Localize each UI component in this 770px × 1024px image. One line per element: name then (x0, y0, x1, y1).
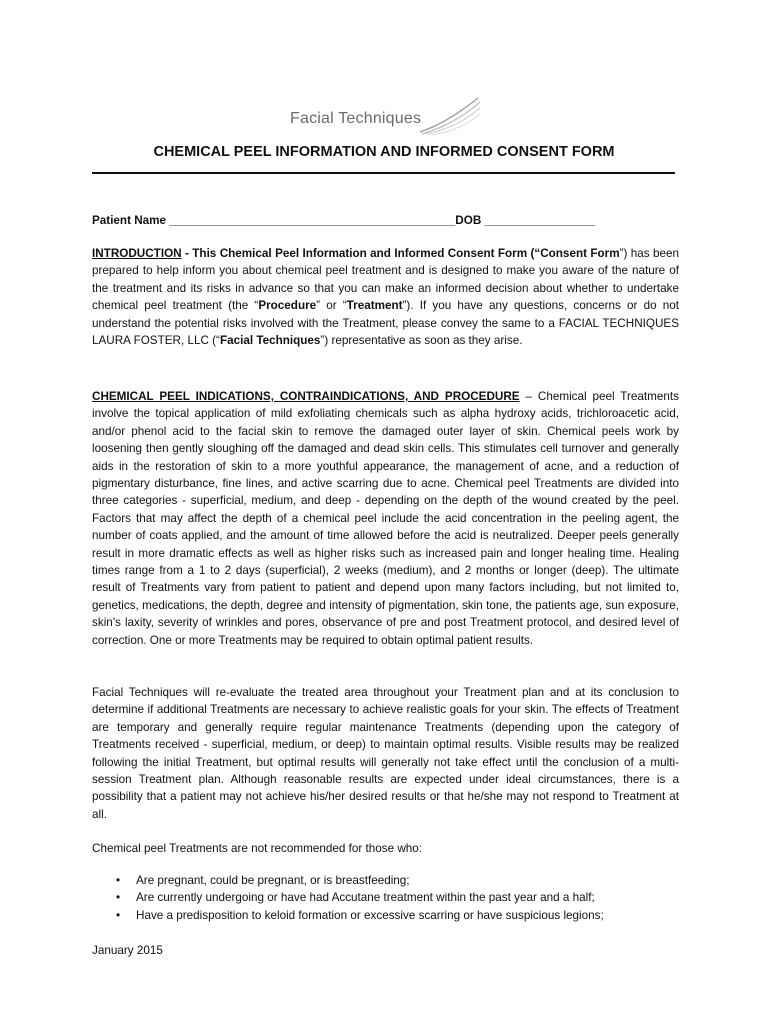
indications-heading: CHEMICAL PEEL INDICATIONS, CONTRAINDICATIONS, AND PROCEDURE (92, 390, 520, 403)
patient-name-dob-field[interactable]: Patient Name ____________________________________________DOB _________________ (92, 214, 596, 227)
facial-techniques-logo (290, 96, 490, 140)
list-item: • Are pregnant, could be pregnant, or is breastfeeding; (92, 872, 679, 889)
list-item: • Are currently undergoing or have had Accutane treatment within the past year and a half; (92, 889, 679, 906)
reevaluation-paragraph: Facial Techniques will re-evaluate the treated area throughout your Treatment plan and at its conclusion to determine if additional Treatments are necessary to achieve realistic goals for your skin. The effects of Treatment are temporary and generally require regular maintenance Treatments (depending upon the category of Treatments received - superficial, medium, or deep) to maintain optimal results. Visible results may be realized following the initial Treatment, but optimal results will generally not take effect until the conclusion of a multi-session Treatment plan. Although reasonable results are expected under ideal circumstances, there is a possibility that a patient may not achieve his/her desired results or that he/she may not respond to Treatment at all. (92, 686, 679, 821)
title-divider (92, 172, 675, 174)
bullet-icon: • (116, 908, 121, 922)
not-recommended-intro: Chemical peel Treatments are not recommended for those who: (92, 842, 423, 855)
logo-text: Facial Techniques (290, 110, 422, 127)
form-title: CHEMICAL PEEL INFORMATION AND INFORMED CONSENT FORM (153, 144, 615, 160)
contraindications-list (92, 872, 679, 924)
swoosh-icon (418, 96, 482, 136)
bullet-icon: • (116, 891, 121, 905)
indications-paragraph: CHEMICAL PEEL INDICATIONS, CONTRAINDICATIONS, AND PROCEDURE – Chemical peel Treatments involve the topical application of mild exfoliating chemicals such as alpha hydroxy acids, trichloroacetic acid, and/or phenol acid to the facial skin to remove the damaged outer layer of skin. Chemical peels work by loosening then gently sloughing off the damaged and dead skin cells. This stimulates cell turnover and generally aids in the restoration of skin to a more youthful appearance, the management of acne, and a reduction of pigmentary disturbance, fine lines, and active scarring due to acne. Chemical peel Treatments are divided into three categories - superficial, medium, and deep - depending on the depth of the wound created by the peel. Factors that may affect the depth of a chemical peel include the acid concentration in the peeling agent, the number of coats applied, and the amount of time allowed before the acid is neutralized. Deeper peels generally result in more dramatic effects as well as higher risks such as increased pain and longer healing time. Healing times range from a 1 to 2 days (superficial), 2 weeks (medium), and 2 months or longer (deep). The ultimate result of Treatments vary from patient to patient and depend upon many factors including, but not limited to, genetics, medications, the depth, degree and intensity of pigmentation, skin tone, the patients age, sun exposure, skin’s laxity, severity of wrinkles and pores, observance of pre and post Treatment protocol, and desired level of correction. One or more Treatments may be required to obtain optimal patient results. (92, 390, 679, 647)
introduction-paragraph: INTRODUCTION - This Chemical Peel Information and Informed Consent Form (“Consent Form”) has been prepared to help inform you about chemical peel treatment and is designed to make you aware of the nature of the treatment and its risks in advance so that you can make an informed decision about whether to undertake chemical peel treatment (the “Procedure” or “Treatment”). If you have any questions, concerns or do not understand the potential risks involved with the Treatment, please convey the same to a FACIAL TECHNIQUES LAURA FOSTER, LLC (“Facial Techniques”) representative as soon as they arise. (92, 247, 680, 348)
footer-date: January 2015 (92, 944, 163, 957)
list-item: • Have a predisposition to keloid formation or excessive scarring or have suspicious legions; (92, 907, 679, 924)
introduction-heading: INTRODUCTION (92, 247, 182, 260)
bullet-icon: • (116, 874, 121, 887)
